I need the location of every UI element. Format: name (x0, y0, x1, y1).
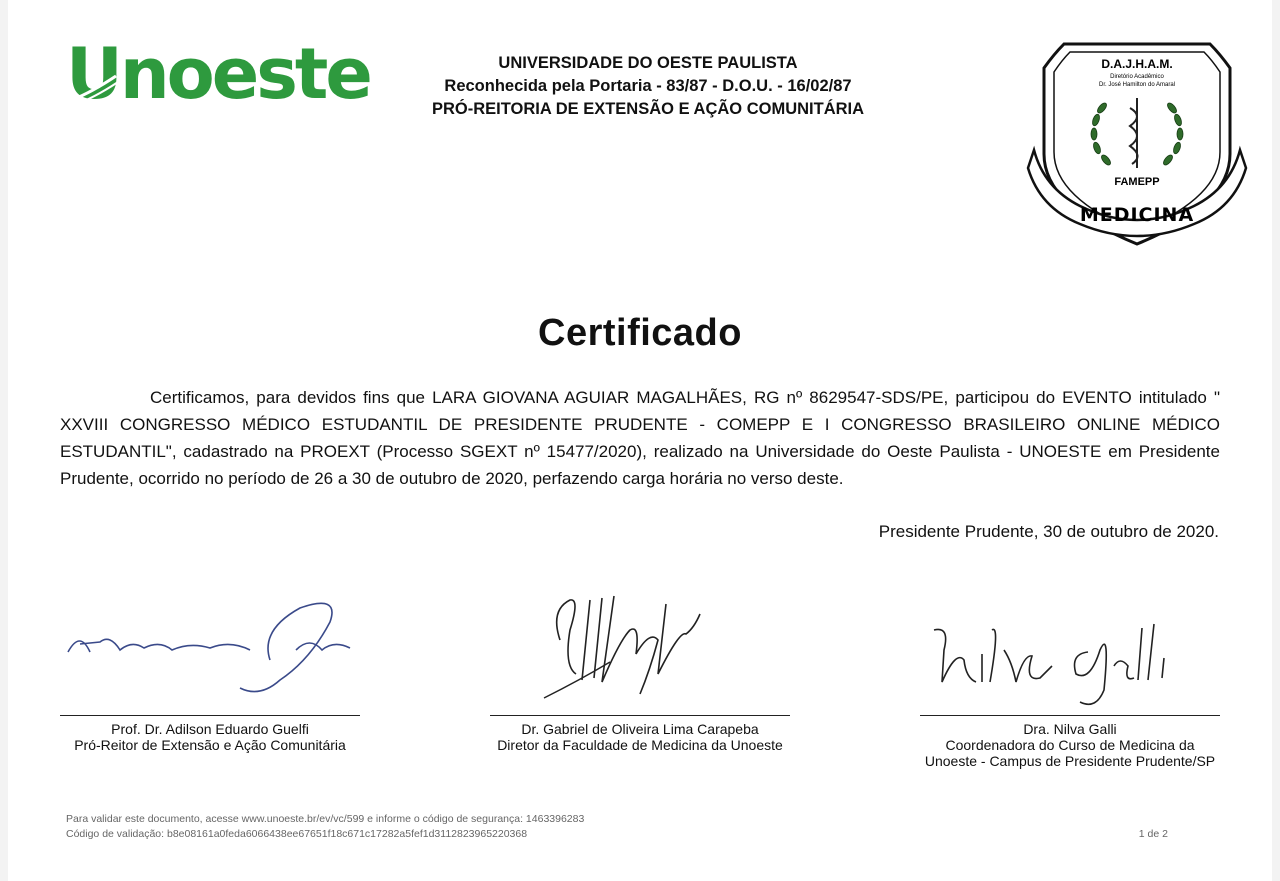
signature-3-line (920, 715, 1220, 716)
signatory-3-name: Dra. Nilva Galli (1023, 721, 1117, 737)
seal-banner-text: MEDICINA (1079, 204, 1195, 226)
page-title: Certificado (538, 312, 742, 354)
famepp-medicina-seal (1024, 38, 1250, 258)
logo-wordmark: Unoeste (66, 33, 370, 115)
signatory-2-name: Dr. Gabriel de Oliveira Lima Carapeba (521, 721, 759, 737)
seal-subtitle-2: Dr. José Hamilton do Amaral (1098, 82, 1176, 88)
signatory-1-role: Pró-Reitor de Extensão e Ação Comunitária (74, 737, 346, 753)
place-and-date: Presidente Prudente, 30 de outubro de 2020. (878, 522, 1219, 541)
validation-code: Código de validação: b8e08161a0feda6066438ee67651f18c671c17282a5fef1d3112823965220368 (66, 828, 528, 840)
header-recognition: Reconhecida pela Portaria - 83/87 - D.O.U. - 16/02/87 (444, 77, 852, 95)
signatory-2-role: Diretor da Faculdade de Medicina da Unoeste (497, 737, 783, 753)
seal-famepp: FAMEPP (1114, 176, 1160, 188)
signature-1-line (60, 715, 360, 716)
signature-3-scribble (920, 570, 1220, 710)
signature-2-label (490, 721, 790, 753)
validation-footer (66, 812, 584, 842)
signatory-3-role: Coordenadora do Curso de Medicina da Unoeste - Campus de Presidente Prudente/SP (924, 737, 1216, 769)
signature-1-label (60, 721, 360, 753)
signature-2-line (490, 715, 790, 716)
validation-instructions: Para validar este documento, acesse www.unoeste.br/ev/vc/599 e informe o código de segurança: 1463396283 (66, 813, 585, 825)
signature-1-scribble (60, 570, 360, 710)
certificate-body: Certificamos, para devidos fins que LARA GIOVANA AGUIAR MAGALHÃES, RG nº 8629547-SDS/PE, participou do EVENTO intitulado " XXVIII CONGRESSO MÉDICO ESTUDANTIL DE PRESIDENTE PRUDENTE - COMEPP E I CONGRESSO BRASILEIRO ONLINE MÉDICO ESTUDANTIL", cadastrado na PROEXT (Processo SGEXT nº 15477/2020), realizado na Universidade do Oeste Paulista - UNOESTE em Presidente Prudente, ocorrido no período de 26 a 30 de outubro de 2020, perfazendo carga horária no verso deste. (60, 388, 1220, 488)
institution-header (388, 52, 908, 121)
logo-swoosh-icon (66, 40, 126, 112)
certificate-page (8, 0, 1272, 881)
unoeste-logo (66, 33, 370, 115)
signature-3-label (920, 721, 1220, 769)
signature-2-scribble (490, 570, 790, 710)
header-department: PRÓ-REITORIA DE EXTENSÃO E AÇÃO COMUNITÁRIA (431, 100, 865, 118)
page-number: 1 de 2 (1138, 828, 1168, 840)
seal-acronym: D.A.J.H.A.M. (1101, 57, 1173, 71)
signatory-1-name: Prof. Dr. Adilson Eduardo Guelfi (111, 721, 309, 737)
header-university: UNIVERSIDADE DO OESTE PAULISTA (498, 54, 798, 72)
seal-subtitle-1: Diretório Acadêmico (1110, 74, 1164, 80)
